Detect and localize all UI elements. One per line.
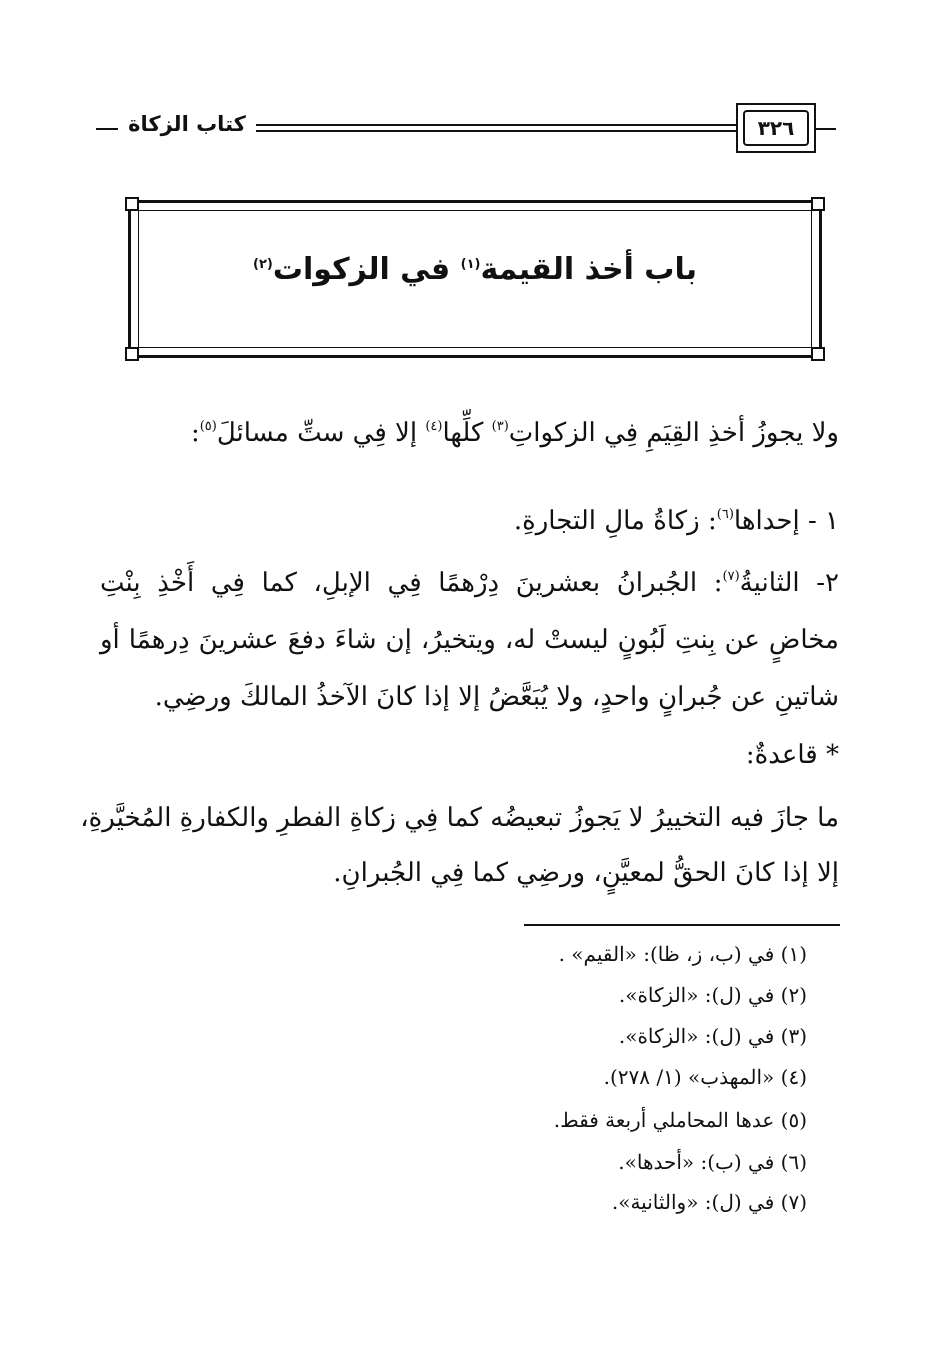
footnote-separator	[524, 924, 840, 926]
page-number: ٣٢٦	[743, 110, 809, 146]
footnote-7: (٧) في (ل): «والثانية».	[611, 1190, 807, 1214]
footnote-ref-7: (٧)	[722, 569, 740, 584]
chapter-title	[128, 252, 822, 287]
footnote-4: (٤) «المهذب» (١/ ٢٧٨).	[603, 1065, 807, 1089]
footnote-6: (٦) في (ب): «أحدها».	[618, 1150, 807, 1174]
header-rule-right	[816, 128, 836, 130]
footnote-5: (٥) عدها المحاملي أربعة فقط.	[553, 1108, 807, 1132]
footnote-2: (٢) في (ل): «الزكاة».	[618, 983, 807, 1007]
rule-line-1: ما جازَ فيه التخييرُ لا يَجوزُ تبعيضُه كما فِي زكاةِ الفطرِ والكفارةِ المُخيَّرةِ،	[80, 803, 839, 833]
footnote-ref-4: (٤)	[425, 419, 443, 434]
footnote-ref-1: (١)	[460, 257, 481, 272]
item-2-line-3: شاتينِ عن جُبرانٍ واحدٍ، ولا يُبَعَّضُ إلا إذا كانَ الآخذُ المالكَ ورضِي.	[154, 682, 839, 712]
intro-text-2: كلِّها	[442, 418, 492, 448]
intro-text-1: ولا يجوزُ أخذِ القِيَمِ فِي الزكواتِ	[508, 418, 839, 448]
footnote-1: (١) في (ب، ز، ظا): «القيم» .	[558, 942, 807, 966]
frame-corner-bl	[125, 347, 139, 361]
frame-corner-br	[811, 347, 825, 361]
frame-corner-tl	[125, 197, 139, 211]
item-1-paragraph	[514, 506, 839, 536]
footnote-ref-2: (٢)	[253, 257, 273, 272]
item-2-text-1: ٢- الثانيةُ	[739, 568, 839, 598]
footnote-3: (٣) في (ل): «الزكاة».	[618, 1024, 807, 1048]
footnote-ref-6: (٦)	[716, 507, 734, 522]
header-book-title: كتاب الزكاة	[128, 112, 246, 136]
header-rule-middle-2	[256, 130, 736, 132]
header-rule-middle	[256, 124, 736, 126]
intro-text-3: إلا فِي ستِّ مسائلَ	[216, 418, 426, 448]
item-2-line-1	[100, 568, 839, 598]
intro-text-4: :	[190, 418, 200, 448]
item-1-text-1: ١ - إحداها	[733, 506, 839, 536]
item-2-line-2: مخاضٍ عن بِنتِ لَبُونٍ ليستْ له، ويتخيرُ، إن شاءَ دفعَ عشرينَ دِرهمًا أو	[100, 625, 839, 655]
item-1-text-2: : زكاةُ مالِ التجارةِ.	[513, 506, 717, 536]
chapter-title-part1: باب أخذ القيمة	[480, 252, 697, 287]
rule-heading: * قاعدةٌ:	[745, 740, 839, 770]
footnote-ref-5: (٥)	[199, 419, 217, 434]
frame-corner-tr	[811, 197, 825, 211]
item-2-text-2: : الجُبرانُ بعشرينَ دِرْهمًا فِي الإبلِ، كما فِي أَخْذِ بِنْتِ	[100, 568, 723, 598]
chapter-title-part2: في الزكوات	[272, 252, 451, 287]
rule-line-2: إلا إذا كانَ الحقُّ لمعيَّنٍ، ورضِي كما فِي الجُبرانِ.	[333, 858, 839, 888]
page-number-box	[736, 103, 816, 153]
footnote-ref-3: (٣)	[491, 419, 509, 434]
header-rule-left	[96, 128, 118, 130]
intro-paragraph	[191, 418, 839, 448]
